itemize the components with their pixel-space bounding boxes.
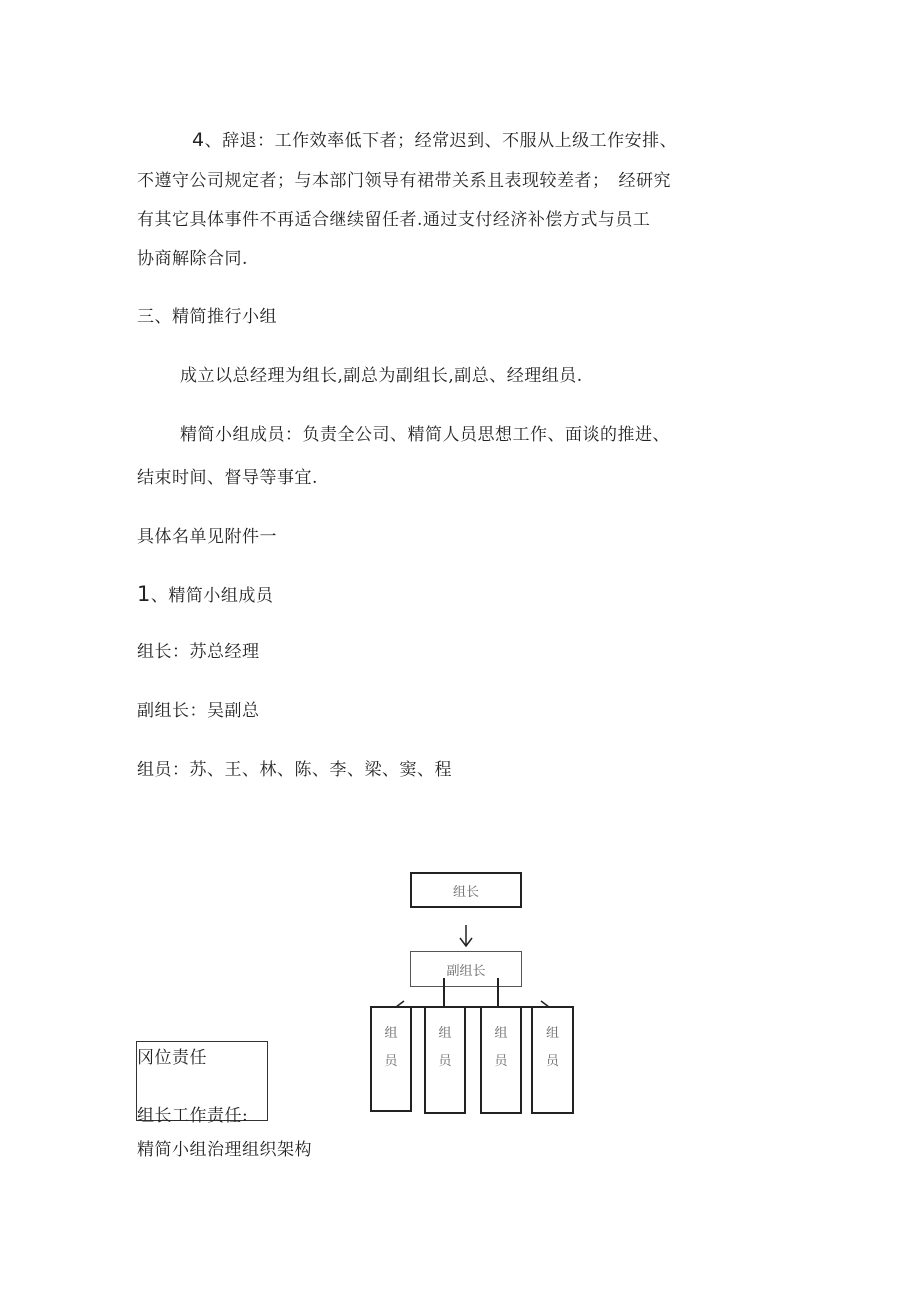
members-line: 组员：苏、王、林、陈、李、梁、窦、程 xyxy=(137,760,452,780)
paragraph-group-formation: 成立以总经理为组长,副总为副组长,副总、经理组员. xyxy=(180,366,583,386)
paragraph-dismissal-line3: 有其它具体事件不再适合继续留任者.通过支付经济补偿方式与员工 xyxy=(137,210,651,230)
org-member-box-1: 组 员 xyxy=(370,1006,412,1112)
section-heading: 三、精简推行小组 xyxy=(137,307,277,327)
deputy-line: 副组长：吴副总 xyxy=(137,701,260,721)
paragraph-dismissal-line1: 4、辞退：工作效率低下者；经常迟到、不服从上级工作安排、 xyxy=(192,129,678,151)
org-chart-caption: 精简小组治理组织架构 xyxy=(137,1140,312,1160)
paragraph-dismissal-line2: 不遵守公司规定者；与本部门领导有裙带关系且表现较差者； 经研究 xyxy=(137,171,671,191)
responsibility-leader: 组长工作责任: xyxy=(137,1106,249,1126)
org-leader-box: 组长 xyxy=(410,872,522,908)
responsibility-title: 冈位责任 xyxy=(137,1048,207,1068)
org-member-box-4: 组 员 xyxy=(531,1006,574,1114)
org-deputy-box: 副组长 xyxy=(410,951,522,987)
paragraph-group-duty-line1: 精简小组成员：负责全公司、精简人员思想工作、面谈的推进、 xyxy=(180,425,670,445)
org-member-box-3: 组 员 xyxy=(480,1006,522,1114)
list-number: 1 xyxy=(137,582,151,606)
paragraph-number: 4 xyxy=(192,129,205,151)
paragraph-attachment: 具体名单见附件一 xyxy=(137,527,277,547)
org-member-box-2: 组 员 xyxy=(424,1006,466,1114)
paragraph-group-duty-line2: 结束时间、督导等事宜. xyxy=(137,468,318,488)
leader-line: 组长：苏总经理 xyxy=(137,642,260,662)
list-heading: 1、精简小组成员 xyxy=(137,582,274,606)
paragraph-dismissal-line4: 协商解除合同. xyxy=(137,249,248,269)
